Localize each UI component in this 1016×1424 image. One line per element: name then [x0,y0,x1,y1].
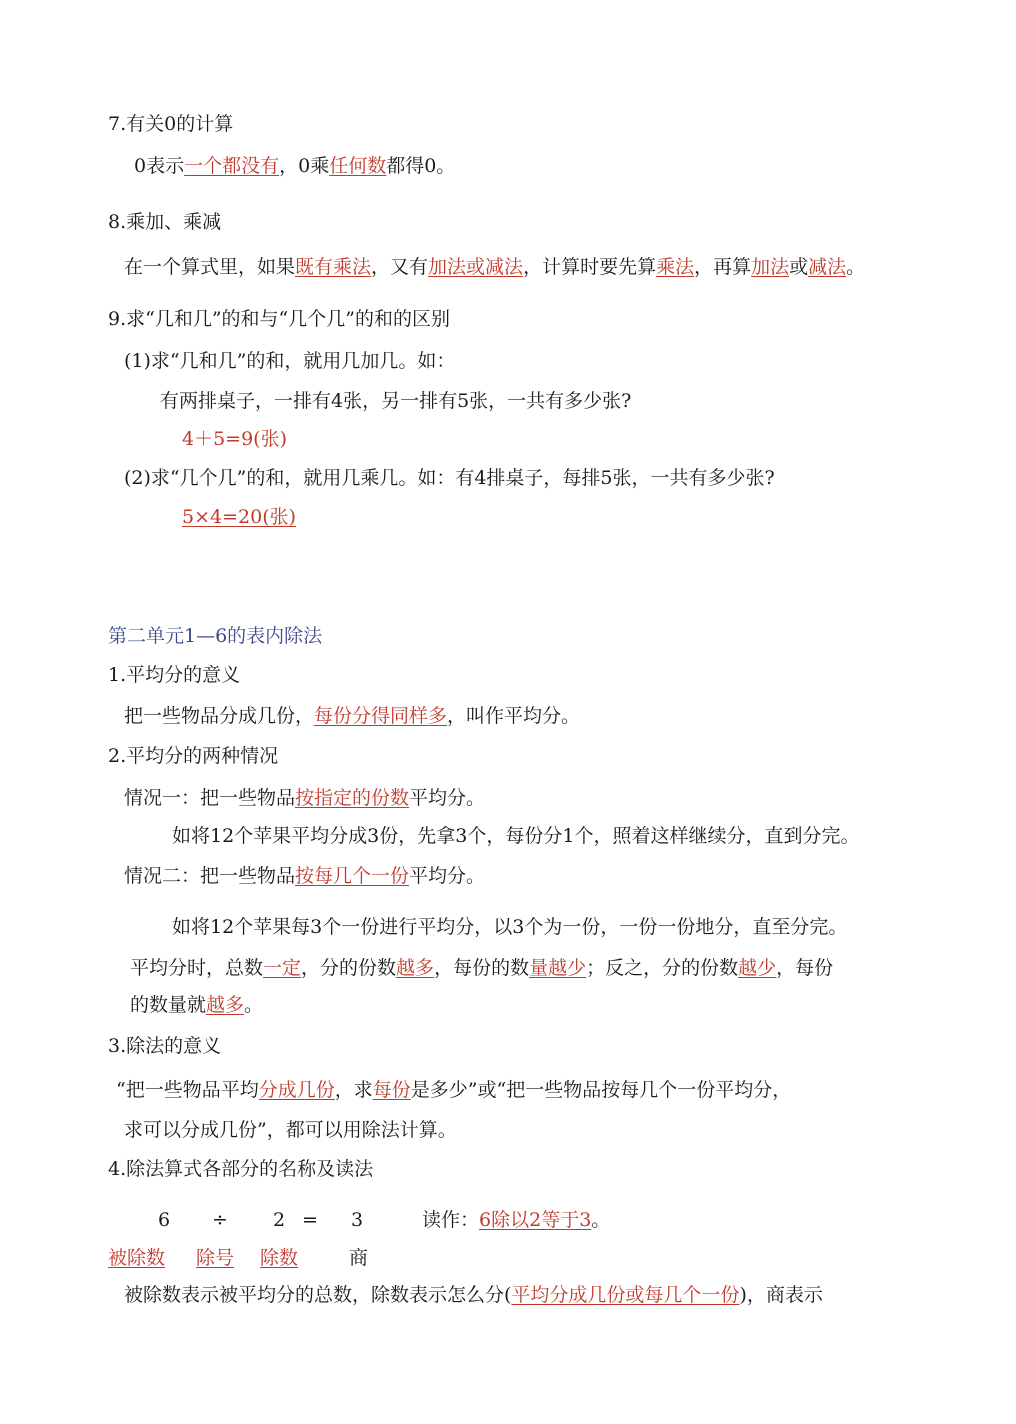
answer-blank: 一定 [263,957,302,979]
answer-blank: 平均分成几份或每几个一份 [511,1284,740,1306]
section-7-line [134,153,455,179]
read-label: 读作： [422,1209,480,1231]
answer-blank: 任何数 [329,155,387,177]
text: ，叫作平均分。 [447,705,581,727]
answer-blank: 6除以2等于3 [479,1209,592,1231]
answer-text: 5×4=20(张) [182,506,297,528]
answer-blank: 越少 [738,957,777,979]
answer-blank: 越多 [206,994,245,1016]
name-divisor [260,1245,298,1271]
answer-blank: 按每几个一份 [295,865,410,887]
text: 平均分时，总数 [130,957,264,979]
unit-2-section-2-heading: 2.平均分的两种情况 [108,745,279,767]
division-parts-description [124,1282,823,1308]
quotient-number: 3 [351,1209,364,1231]
text: ，求 [334,1079,373,1101]
section-9-point-1: (1)求“几和几”的和，就用几加几。如： [124,350,456,372]
text: 情况一：把一些物品 [124,787,296,809]
section-9-heading: 9.求“几和几”的和与“几个几”的和的区别 [108,308,450,330]
answer-blank: 分成几份 [258,1079,335,1101]
answer-blank: 每份分得同样多 [314,705,448,727]
section-9-answer-1 [182,426,287,452]
answer-blank: 既有乘法 [295,256,372,278]
answer-blank: 减法 [808,256,847,278]
unit-2-section-4-heading: 4.除法算式各部分的名称及读法 [108,1158,374,1180]
answer-text: 4＋5=9(张) [182,428,288,450]
case-1-example: 如将12个苹果平均分成3份，先拿3个，每份分1个，照着这样继续分，直到分完。 [172,825,860,847]
text: ；反之，分的份数 [586,957,739,979]
unit-2-title: 第二单元1—6的表内除法 [108,625,323,647]
answer-blank: 每份 [372,1079,411,1101]
text: 把一些物品分成几份， [124,705,315,727]
text: 平均分。 [409,865,486,887]
text: 在一个算式里，如果 [124,256,296,278]
text: ，又有 [371,256,429,278]
text: 都得0。 [386,155,456,177]
text: 0表示 [134,155,185,177]
text: 情况二：把一些物品 [124,865,296,887]
name-dividend [108,1245,165,1271]
text: “把一些物品平均 [116,1079,259,1101]
section-9-answer-2 [182,504,296,530]
text: 或 [789,256,809,278]
division-sign: ÷ [212,1209,228,1231]
reading [422,1207,610,1233]
answer-blank: 除号 [196,1247,235,1269]
rule-line-2 [130,992,263,1018]
text: ，计算时要先算 [523,256,657,278]
answer-blank: 加法或减法 [428,256,524,278]
case-2-line [124,863,485,889]
text: 。 [591,1209,611,1231]
section-9-point-2: (2)求“几个几”的和，就用几乘几。如：有4排桌子，每排5张，一共有多少张? [124,467,775,489]
text: 的数量就 [130,994,207,1016]
answer-blank: 量越少 [529,957,587,979]
answer-blank: 被除数 [108,1247,166,1269]
unit-2-section-3-heading: 3.除法的意义 [108,1035,222,1057]
answer-blank: 一个都没有 [184,155,280,177]
text: 平均分。 [409,787,486,809]
answer-blank: 按指定的份数 [295,787,410,809]
text: 。 [846,256,866,278]
text: ，再算 [694,256,752,278]
text: 被除数表示被平均分的总数，除数表示怎么分( [124,1284,512,1306]
text: ，每份的数 [434,957,530,979]
division-meaning-line-1 [116,1077,791,1103]
answer-blank: 乘法 [656,256,695,278]
equals-sign: = [302,1209,318,1231]
text: )，商表示 [739,1284,823,1306]
text: 。 [244,994,264,1016]
answer-blank: 越多 [396,957,435,979]
text: ，分的份数 [301,957,397,979]
text: 是多少”或“把一些物品按每几个一份平均分， [410,1079,792,1101]
section-7-heading: 7.有关0的计算 [108,113,234,135]
unit-2-section-1-heading: 1.平均分的意义 [108,664,241,686]
text: ，每份 [776,957,834,979]
unit-2-section-1-line [124,703,580,729]
case-1-line [124,785,485,811]
dividend-number: 6 [158,1209,171,1231]
name-division-sign [196,1245,234,1271]
name-quotient: 商 [349,1247,369,1269]
section-8-heading: 8.乘加、乘减 [108,211,222,233]
section-8-line [124,254,865,280]
answer-blank: 除数 [260,1247,299,1269]
division-meaning-line-2: 求可以分成几份”，都可以用除法计算。 [124,1119,457,1141]
divisor-number: 2 [273,1209,286,1231]
rule-line-1 [130,955,833,981]
text: ，0乘 [279,155,330,177]
section-9-example-1: 有两排桌子，一排有4张，另一排有5张，一共有多少张? [160,390,632,412]
case-2-example: 如将12个苹果每3个一份进行平均分，以3个为一份，一份一份地分，直至分完。 [172,916,848,938]
answer-blank: 加法 [751,256,790,278]
